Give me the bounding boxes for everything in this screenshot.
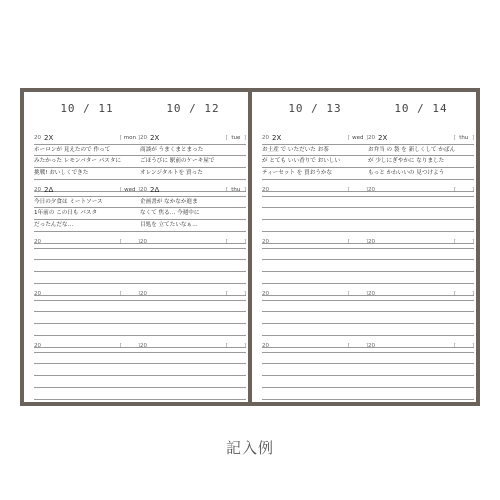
date-heading: 10 / 12 <box>166 102 220 115</box>
year-prefix: 20 <box>140 239 147 245</box>
year-prefix: 20 <box>262 135 269 141</box>
year-entry <box>365 132 474 193</box>
writing-line[interactable]: オレンジタルトを 買った <box>140 168 246 180</box>
day-column <box>34 92 140 402</box>
entry-header <box>34 132 140 144</box>
bracket-close: ] <box>137 291 140 297</box>
writing-line[interactable]: 商談が うまくまとまった <box>140 144 246 156</box>
weekday-written: wed <box>124 187 136 193</box>
year-entry <box>137 184 246 245</box>
year-prefix: 20 <box>262 291 269 297</box>
writing-line[interactable] <box>34 324 140 336</box>
writing-line[interactable] <box>34 312 140 324</box>
bracket-close: ] <box>365 187 368 193</box>
bracket-close: ] <box>137 343 140 349</box>
writing-line[interactable] <box>368 352 474 364</box>
bracket-open: [ <box>453 291 456 297</box>
bracket-open: [ <box>119 187 122 193</box>
writing-line[interactable] <box>34 352 140 364</box>
writing-line[interactable] <box>262 196 368 208</box>
weekday-box[interactable] <box>348 289 368 299</box>
year-prefix: 20 <box>368 239 375 245</box>
year-written[interactable]: 2X <box>272 134 282 142</box>
weekday-box[interactable] <box>348 185 368 195</box>
bracket-close: ] <box>471 291 474 297</box>
weekday-written: mon <box>123 135 136 141</box>
year-entry <box>262 288 368 348</box>
year-prefix: 20 <box>140 343 147 349</box>
writing-line[interactable] <box>262 352 368 364</box>
writing-line[interactable]: ホーロンが 見えたので 作って <box>34 144 140 156</box>
entry-header <box>34 236 140 248</box>
writing-line[interactable] <box>262 272 368 284</box>
writing-line[interactable]: お弁当 の 袋 を 新しくして かばん <box>368 144 474 156</box>
weekday-box[interactable] <box>454 185 474 195</box>
writing-line[interactable] <box>262 324 368 336</box>
bracket-close: ] <box>365 239 368 245</box>
year-prefix: 20 <box>140 187 147 193</box>
entry-header <box>137 132 246 144</box>
writing-line[interactable] <box>140 260 246 272</box>
writing-line[interactable] <box>140 364 246 376</box>
writing-line[interactable] <box>140 248 246 260</box>
weekday-box[interactable] <box>120 185 140 195</box>
left-page <box>24 92 248 402</box>
year-prefix: 20 <box>140 135 147 141</box>
bracket-close: ] <box>243 187 246 193</box>
writing-line[interactable] <box>368 300 474 312</box>
year-entry <box>262 236 368 296</box>
writing-line[interactable] <box>34 260 140 272</box>
entry-header <box>365 236 474 248</box>
bracket-open: [ <box>119 291 122 297</box>
year-written[interactable]: 2Δ <box>150 186 160 194</box>
day-column <box>365 92 474 402</box>
writing-line[interactable] <box>368 248 474 260</box>
writing-line[interactable] <box>368 220 474 232</box>
writing-line[interactable] <box>34 376 140 388</box>
day-column <box>137 92 246 402</box>
writing-line[interactable] <box>262 388 368 400</box>
bracket-open: [ <box>225 291 228 297</box>
writing-line[interactable] <box>34 388 140 400</box>
weekday-written: thu <box>231 187 241 193</box>
writing-line[interactable]: なくて 焦る… 今週中に <box>140 208 246 220</box>
year-written[interactable]: 2Δ <box>44 186 54 194</box>
writing-line[interactable] <box>262 260 368 272</box>
bracket-close: ] <box>243 291 246 297</box>
entry-header <box>137 184 246 196</box>
writing-line[interactable] <box>368 324 474 336</box>
writing-line[interactable]: ごほうびに 駅前のケーキ屋で <box>140 156 246 168</box>
writing-line[interactable] <box>34 300 140 312</box>
writing-line[interactable] <box>140 324 246 336</box>
entry-header <box>365 340 474 352</box>
writing-line[interactable]: もっと かわいいの 見つけよう <box>368 168 474 180</box>
weekday-box[interactable] <box>348 237 368 247</box>
writing-line[interactable] <box>262 220 368 232</box>
year-entry <box>262 132 368 192</box>
year-entry <box>34 132 140 192</box>
year-entry <box>34 236 140 296</box>
bracket-open: [ <box>225 239 228 245</box>
bracket-open: [ <box>453 239 456 245</box>
diary-spread <box>20 88 480 406</box>
bracket-open: [ <box>119 343 122 349</box>
bracket-open: [ <box>347 343 350 349</box>
year-entry <box>34 184 140 244</box>
entry-header <box>262 288 368 300</box>
writing-line[interactable] <box>262 300 368 312</box>
writing-line[interactable] <box>262 312 368 324</box>
entry-header <box>262 184 368 196</box>
bracket-open: [ <box>225 343 228 349</box>
writing-line[interactable] <box>140 352 246 364</box>
weekday-box[interactable] <box>120 341 140 351</box>
weekday-box[interactable] <box>226 341 246 351</box>
entry-header <box>262 236 368 248</box>
weekday-written: wed <box>352 135 364 141</box>
year-prefix: 20 <box>34 135 41 141</box>
writing-line[interactable] <box>368 388 474 400</box>
year-entry <box>365 184 474 245</box>
year-prefix: 20 <box>34 239 41 245</box>
weekday-box[interactable] <box>348 133 368 143</box>
writing-line[interactable] <box>262 208 368 220</box>
year-entry <box>365 236 474 297</box>
writing-line[interactable] <box>368 208 474 220</box>
year-entry <box>137 132 246 193</box>
year-entry <box>137 236 246 297</box>
year-written[interactable]: 2X <box>44 134 54 142</box>
writing-line[interactable] <box>262 248 368 260</box>
year-written[interactable]: 2X <box>150 134 160 142</box>
year-entry <box>34 340 140 400</box>
entry-header <box>137 236 246 248</box>
writing-line[interactable]: だったんだな… <box>34 220 140 232</box>
year-prefix: 20 <box>368 343 375 349</box>
year-entry <box>365 340 474 400</box>
year-entry <box>365 288 474 349</box>
year-written[interactable]: 2X <box>378 134 388 142</box>
writing-line[interactable] <box>140 272 246 284</box>
weekday-box[interactable] <box>454 133 474 143</box>
bracket-open: [ <box>225 187 228 193</box>
writing-line[interactable] <box>368 364 474 376</box>
year-prefix: 20 <box>34 291 41 297</box>
writing-line[interactable] <box>34 248 140 260</box>
bracket-close: ] <box>137 187 140 193</box>
writing-line[interactable] <box>140 388 246 400</box>
entry-header <box>262 132 368 144</box>
weekday-box[interactable] <box>120 133 140 143</box>
bracket-close: ] <box>137 239 140 245</box>
bracket-open: [ <box>119 135 122 141</box>
bracket-open: [ <box>453 135 456 141</box>
bracket-open: [ <box>453 187 456 193</box>
writing-line[interactable]: 1年前の この日も パスタ <box>34 208 140 220</box>
weekday-box[interactable] <box>226 185 246 195</box>
year-prefix: 20 <box>34 187 41 193</box>
day-column <box>262 92 368 402</box>
writing-line[interactable] <box>368 272 474 284</box>
year-entry <box>137 288 246 349</box>
year-prefix: 20 <box>368 291 375 297</box>
year-entry <box>262 184 368 244</box>
bracket-open: [ <box>225 135 228 141</box>
writing-line[interactable]: 挑戦! おいしくできた <box>34 168 140 180</box>
year-prefix: 20 <box>262 187 269 193</box>
weekday-written: thu <box>459 135 469 141</box>
caption: 記入例 <box>225 439 274 457</box>
weekday-box[interactable] <box>120 237 140 247</box>
year-prefix: 20 <box>262 239 269 245</box>
bracket-close: ] <box>471 135 474 141</box>
weekday-box[interactable] <box>226 237 246 247</box>
writing-line[interactable]: ティーセット を 買おうかな <box>262 168 368 180</box>
weekday-written: tue <box>231 135 241 141</box>
year-entry <box>137 340 246 400</box>
entry-header <box>137 288 246 300</box>
year-prefix: 20 <box>140 291 147 297</box>
weekday-box[interactable] <box>454 341 474 351</box>
year-prefix: 20 <box>368 135 375 141</box>
bracket-close: ] <box>471 343 474 349</box>
weekday-box[interactable] <box>454 289 474 299</box>
weekday-box[interactable] <box>348 341 368 351</box>
date-heading: 10 / 11 <box>60 102 114 115</box>
bracket-close: ] <box>243 343 246 349</box>
entry-header <box>34 340 140 352</box>
writing-line[interactable] <box>140 376 246 388</box>
writing-line[interactable] <box>140 312 246 324</box>
bracket-close: ] <box>471 239 474 245</box>
writing-line[interactable]: みたかった レモンバター パスタに <box>34 156 140 168</box>
bracket-open: [ <box>119 239 122 245</box>
year-entry <box>34 288 140 348</box>
bracket-close: ] <box>243 239 246 245</box>
year-prefix: 20 <box>34 343 41 349</box>
bracket-open: [ <box>347 239 350 245</box>
writing-line[interactable]: お土産 で いただいた お茶 <box>262 144 368 156</box>
writing-line[interactable]: 今日の夕食は ミートソース <box>34 196 140 208</box>
weekday-box[interactable] <box>226 289 246 299</box>
year-prefix: 20 <box>262 343 269 349</box>
bracket-close: ] <box>137 135 140 141</box>
entry-header <box>137 340 246 352</box>
writing-line[interactable] <box>140 300 246 312</box>
bracket-open: [ <box>453 343 456 349</box>
writing-line[interactable] <box>34 364 140 376</box>
bracket-open: [ <box>347 187 350 193</box>
writing-line[interactable] <box>368 260 474 272</box>
entry-header <box>262 340 368 352</box>
entry-header <box>365 184 474 196</box>
writing-line[interactable]: 目処を 立てたいなぁ… <box>140 220 246 232</box>
writing-line[interactable]: 企画書が なかなか進ま <box>140 196 246 208</box>
writing-line[interactable] <box>368 376 474 388</box>
writing-line[interactable] <box>368 196 474 208</box>
bracket-close: ] <box>365 135 368 141</box>
right-page <box>252 92 476 402</box>
weekday-box[interactable] <box>454 237 474 247</box>
entry-header <box>34 288 140 300</box>
weekday-box[interactable] <box>226 133 246 143</box>
entry-header <box>365 132 474 144</box>
date-heading: 10 / 14 <box>394 102 448 115</box>
writing-line[interactable]: が とても いい香りで おいしい <box>262 156 368 168</box>
year-prefix: 20 <box>368 187 375 193</box>
bracket-close: ] <box>365 291 368 297</box>
date-heading: 10 / 13 <box>288 102 342 115</box>
bracket-open: [ <box>347 135 350 141</box>
entry-header <box>365 288 474 300</box>
weekday-box[interactable] <box>120 289 140 299</box>
bracket-close: ] <box>471 187 474 193</box>
bracket-open: [ <box>347 291 350 297</box>
bracket-close: ] <box>365 343 368 349</box>
entry-header <box>34 184 140 196</box>
writing-line[interactable] <box>34 272 140 284</box>
year-entry <box>262 340 368 400</box>
writing-line[interactable] <box>262 376 368 388</box>
writing-line[interactable]: が 少しにぎやかに なりました <box>368 156 474 168</box>
writing-line[interactable] <box>262 364 368 376</box>
writing-line[interactable] <box>368 312 474 324</box>
bracket-close: ] <box>243 135 246 141</box>
